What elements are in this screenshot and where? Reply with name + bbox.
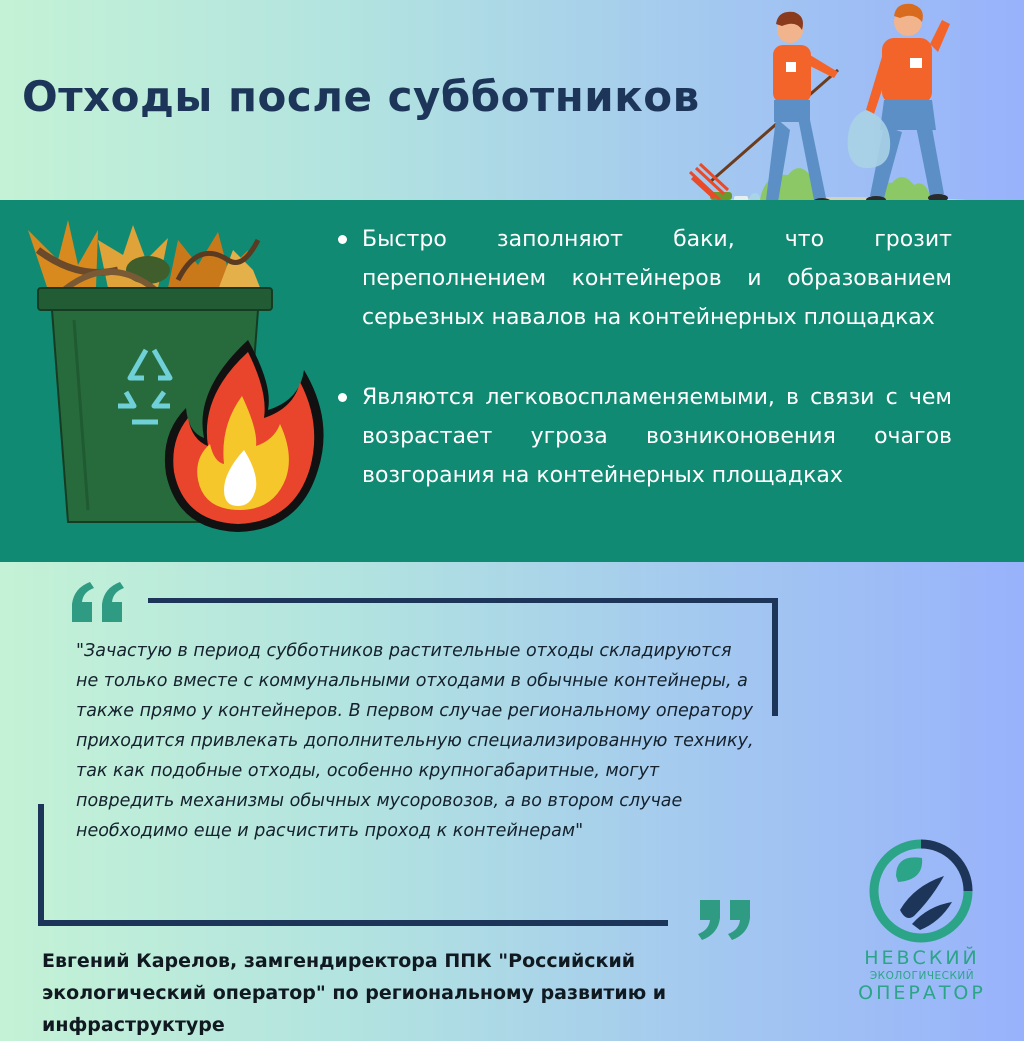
logo-text	[852, 948, 992, 1004]
quote-author: Евгений Карелов, замгендиректора ППК "Российский экологический оператор" по региональному развитию и инфраструктуре	[42, 950, 667, 1036]
bullet-text: Быстро заполняют баки, что грозит переполнением контейнеров и образованием серьезных навалов на контейнерных площадках	[362, 227, 952, 330]
quote-frame-left	[38, 804, 44, 926]
quote-frame-right	[772, 598, 778, 716]
logo-line-1: НЕВСКИЙ	[864, 947, 980, 969]
page-title: Отходы после субботников	[22, 72, 700, 121]
bullet-dot	[338, 235, 347, 244]
logo-line-2: ЭКОЛОГИЧЕСКИЙ	[869, 970, 975, 982]
quote-text: "Зачастую в период субботников растительные отходы складируются не только вместе с коммунальными отходами в обычные контейнеры, а также прямо у контейнеров. В первом случае региональному оператору приходится привлекать дополнительную специализированную технику, так как подобные отходы, особенно крупногабаритные, могут повредить механизмы обычных мусоровозов, а во втором случае необходимо еще и расчистить проход к контейнерам"	[76, 641, 754, 841]
quote-frame-top	[148, 598, 778, 603]
waste-bin-illustration	[18, 210, 328, 550]
bullet-item	[332, 378, 952, 495]
bullet-item	[332, 220, 952, 337]
quote-open-icon	[68, 578, 126, 624]
logo-line-3: ОПЕРАТОР	[858, 982, 986, 1004]
bullet-list	[332, 220, 952, 495]
bullet-text: Являются легковоспламеняемыми, в связи с чем возрастает угроза возниконовения очагов возгорания на контейнерных площадках	[362, 385, 952, 488]
bullet-dot	[338, 393, 347, 402]
volunteers-illustration	[670, 0, 1000, 218]
quote-close-icon	[696, 898, 754, 944]
quote-frame-bottom	[38, 920, 668, 926]
logo-emblem	[866, 836, 976, 946]
